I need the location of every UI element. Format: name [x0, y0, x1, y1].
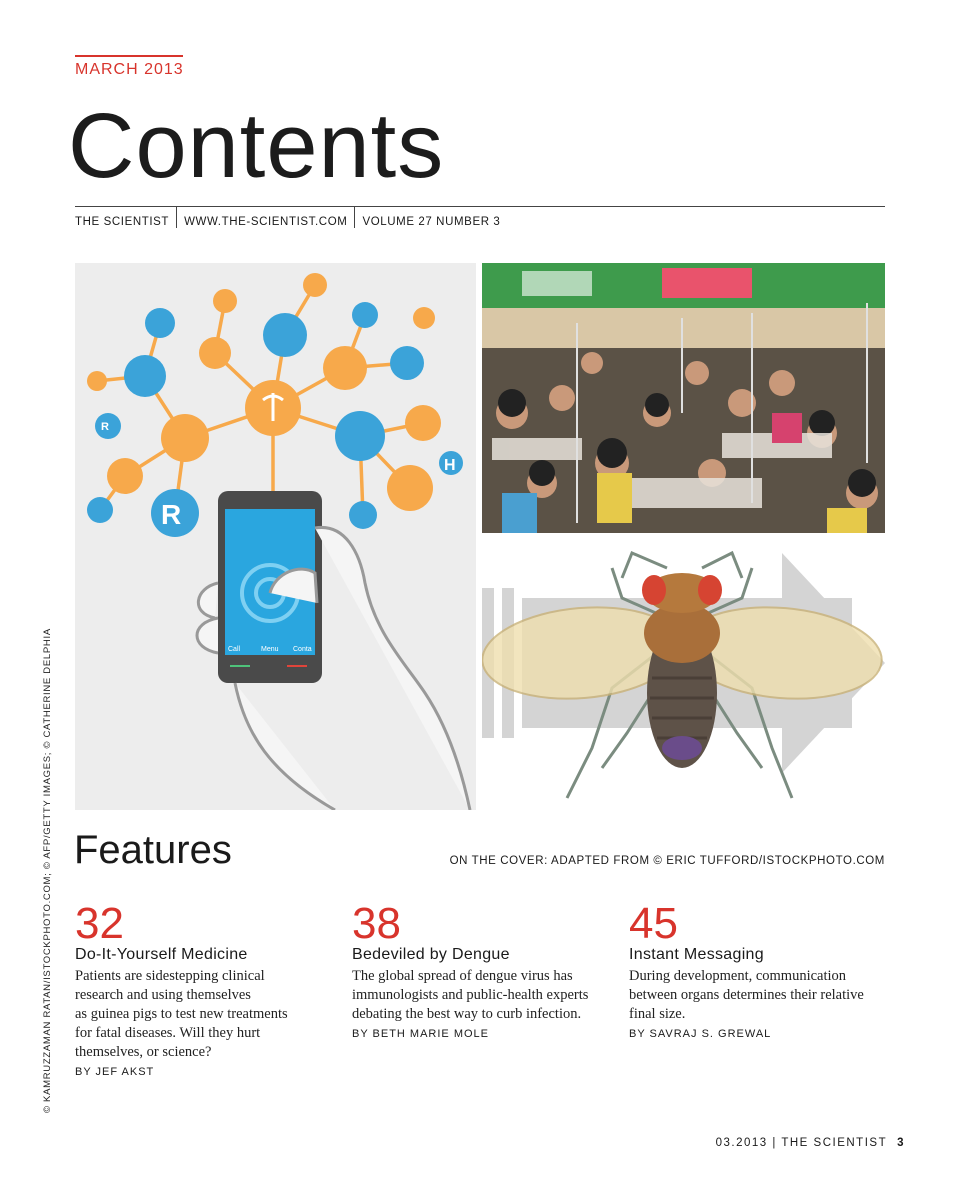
- feature-description: [75, 967, 325, 1062]
- feature-description-line: as guinea pigs to test new treatments: [75, 1006, 288, 1022]
- feature-title: Do-It-Yourself Medicine: [75, 946, 248, 963]
- photo-credit: © KAMRUZZAMAN RATAN/ISTOCKPHOTO.COM; © AFP/GETTY IMAGES; © CATHERINE DELPHIA: [42, 628, 53, 1113]
- feature-description-line: for fatal diseases. Will they hurt: [75, 1025, 261, 1041]
- phone-contacts-label: Conta: [293, 646, 312, 653]
- feature-description-line: between organs determines their relative: [629, 987, 864, 1003]
- feature-item[interactable]: [629, 900, 879, 1040]
- feature-title: Bedeviled by Dengue: [352, 946, 510, 963]
- svg-text:R: R: [161, 499, 182, 530]
- feature-description-line: immunologists and public-health experts: [352, 987, 589, 1003]
- feature-description-line: During development, communication: [629, 968, 847, 984]
- page-number: 3: [897, 1137, 905, 1149]
- feature-description-line: The global spread of dengue virus has: [352, 968, 573, 984]
- svg-text:H: H: [444, 457, 456, 474]
- feature-item[interactable]: [352, 900, 602, 1040]
- cover-credit: ON THE COVER: ADAPTED FROM © ERIC TUFFORD/ISTOCKPHOTO.COM: [449, 855, 885, 867]
- feature-byline: BY SAVRAJ S. GREWAL: [629, 1028, 772, 1040]
- svg-text:R: R: [101, 421, 109, 433]
- feature-item[interactable]: [75, 900, 325, 1078]
- fruit-fly-illustration: [482, 538, 885, 810]
- feature-page-number: 45: [629, 899, 678, 948]
- masthead-volume: VOLUME 27 NUMBER 3: [354, 206, 507, 228]
- phone-menu-label: Menu: [261, 646, 279, 653]
- feature-page-number: 38: [352, 899, 401, 948]
- folio-text: 03.2013 | THE SCIENTIST: [715, 1137, 888, 1149]
- fruit-fly-graphic: [482, 538, 885, 810]
- phone-call-label: Call: [228, 646, 241, 653]
- features-heading: Features: [74, 828, 232, 872]
- feature-byline: BY JEF AKST: [75, 1066, 155, 1078]
- feature-page-number: 32: [75, 899, 124, 948]
- feature-description: [352, 967, 602, 1024]
- phone-network-graphic: [75, 263, 476, 810]
- feature-description: [629, 967, 879, 1024]
- issue-date-rule: [75, 55, 183, 57]
- feature-description-line: debating the best way to curb infection.: [352, 1006, 582, 1022]
- feature-description-line: Patients are sidestepping clinical: [75, 968, 265, 984]
- issue-date: MARCH 2013: [75, 61, 184, 78]
- page-title: Contents: [68, 95, 445, 197]
- masthead: [75, 206, 507, 228]
- feature-description-line: themselves, or science?: [75, 1044, 212, 1060]
- ward-photo-graphic: [482, 263, 885, 533]
- phone-illustration: [75, 263, 476, 810]
- masthead-website: WWW.THE-SCIENTIST.COM: [176, 206, 354, 228]
- masthead-publication: THE SCIENTIST: [75, 216, 170, 228]
- dengue-ward-photo: [482, 263, 885, 533]
- feature-title: Instant Messaging: [629, 946, 764, 963]
- feature-description-line: final size.: [629, 1006, 686, 1022]
- feature-byline: BY BETH MARIE MOLE: [352, 1028, 489, 1040]
- feature-description-line: research and using themselves: [75, 987, 251, 1003]
- page-folio: [716, 1137, 905, 1149]
